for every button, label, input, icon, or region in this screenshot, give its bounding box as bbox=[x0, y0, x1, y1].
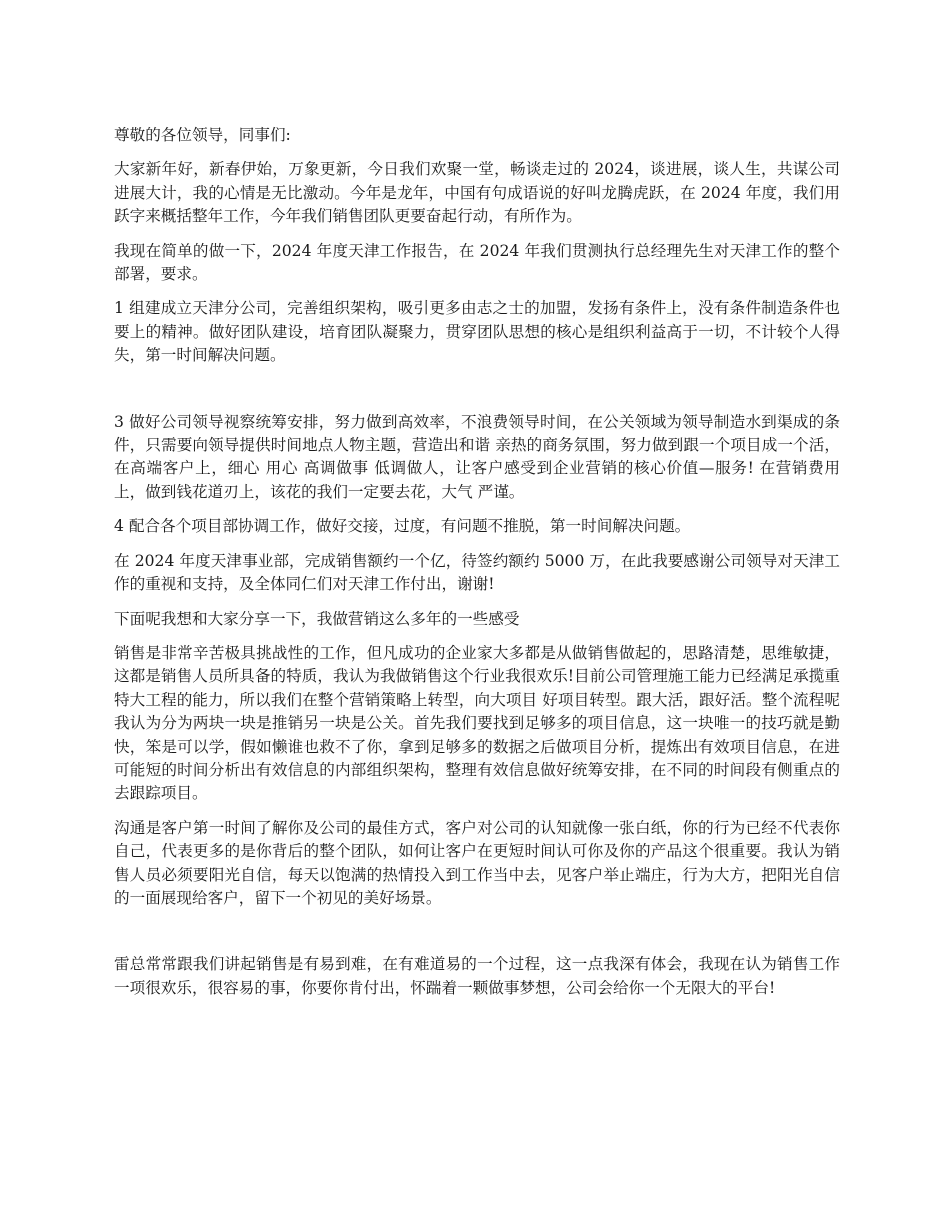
paragraph-report: 我现在简单的做一下，2024 年度天津工作报告，在 2024 年我们贯测执行总经理先生对天津工作的整个部署，要求。 bbox=[114, 241, 840, 284]
paragraph-item-4: 4 配合各个项目部协调工作，做好交接，过度，有问题不推脱，第一时间解决问题。 bbox=[114, 517, 691, 536]
document-body bbox=[114, 124, 840, 1011]
paragraph-communication: 沟通是客户第一时间了解你及公司的最佳方式，客户对公司的认知就像一张白纸，你的行为已经不代表你自己，代表更多的是你背后的整个团队，如何让客户在更短时间认可你及你的产品这个很重要。我认为销售人员必须要阳光自信，每天以饱满的热情投入到工作当中去，见客户举止端庄，行为大方，把阳光自信的一面展现给客户，留下一个初见的美好场景。 bbox=[114, 818, 840, 907]
paragraph-share: 下面呢我想和大家分享一下，我做营销这么多年的一些感受 bbox=[114, 609, 520, 628]
paragraph-results: 在 2024 年度天津事业部，完成销售额约一个亿，待签约额约 5000 万，在此我要感谢公司领导对天津工作的重视和支持，及全体同仁们对天津工作付出，谢谢! bbox=[114, 551, 840, 594]
paragraph-sales: 销售是非常辛苦极具挑战性的工作，但凡成功的企业家大多都是从做销售做起的，思路清楚，思维敏捷，这都是销售人员所具备的特质，我认为我做销售这个行业我很欢乐!目前公司管理施工能力已经满足承揽重特大工程的能力，所以我们在整个营销策略上转型，向大项目 好项目转型。跟大活，跟好活。整个流程呢我认为分为两块一块是推销另一块是公关。首先我们要找到足够多的项目信息，这一块唯一的技巧就是勤快，笨是可以学，假如懒谁也救不了你，拿到足够多的数据之后做项目分析，提炼出有效项目信息，在进可能短的时间分析出有效信息的内部组织架构，整理有效信息做好统筹安排，在不同的时间段有侧重点的去跟踪项目。 bbox=[114, 643, 840, 803]
paragraph-intro: 大家新年好，新春伊始，万象更新，今日我们欢聚一堂，畅谈走过的 2024，谈进展，谈人生，共谋公司进展大计，我的心情是无比激动。今年是龙年，中国有句成语说的好叫龙腾虎跃，在 2024 年度，我们用跃字来概括整年工作，今年我们销售团队更要奋起行动，有所作为。 bbox=[114, 160, 840, 226]
blank-gap bbox=[114, 921, 840, 953]
greeting: 尊敬的各位领导，同事们: bbox=[114, 126, 291, 144]
paragraph-item-3: 3 做好公司领导视察统筹安排，努力做到高效率，不浪费领导时间，在公关领域为领导制造水到渠成的条件，只需要向领导提供时间地点人物主题，营造出和谐 亲热的商务氛围，努力做到跟一个项目成一个活，在高端客户上，细心 用心 高调做事 低调做人，让客户感受到企业营销的核心价值—服务! 在营销费用上，做到钱花道刃上，该花的我们一定要去花，大气 严谨。 bbox=[114, 412, 840, 501]
blank-gap bbox=[114, 379, 840, 411]
paragraph-closing: 雷总常常跟我们讲起销售是有易到难，在有难道易的一个过程，这一点我深有体会，我现在认为销售工作一项很欢乐，很容易的事，你要你肯付出，怀踹着一颗做事梦想，公司会给你一个无限大的平台! bbox=[114, 955, 840, 997]
paragraph-item-1: 1 组建成立天津分公司，完善组织架构，吸引更多由志之士的加盟，发扬有条件上，没有条件制造条件也要上的精神。做好团队建设，培育团队凝聚力，贯穿团队思想的核心是组织利益高于一切，不计较个人得失，第一时间解决问题。 bbox=[114, 299, 840, 365]
